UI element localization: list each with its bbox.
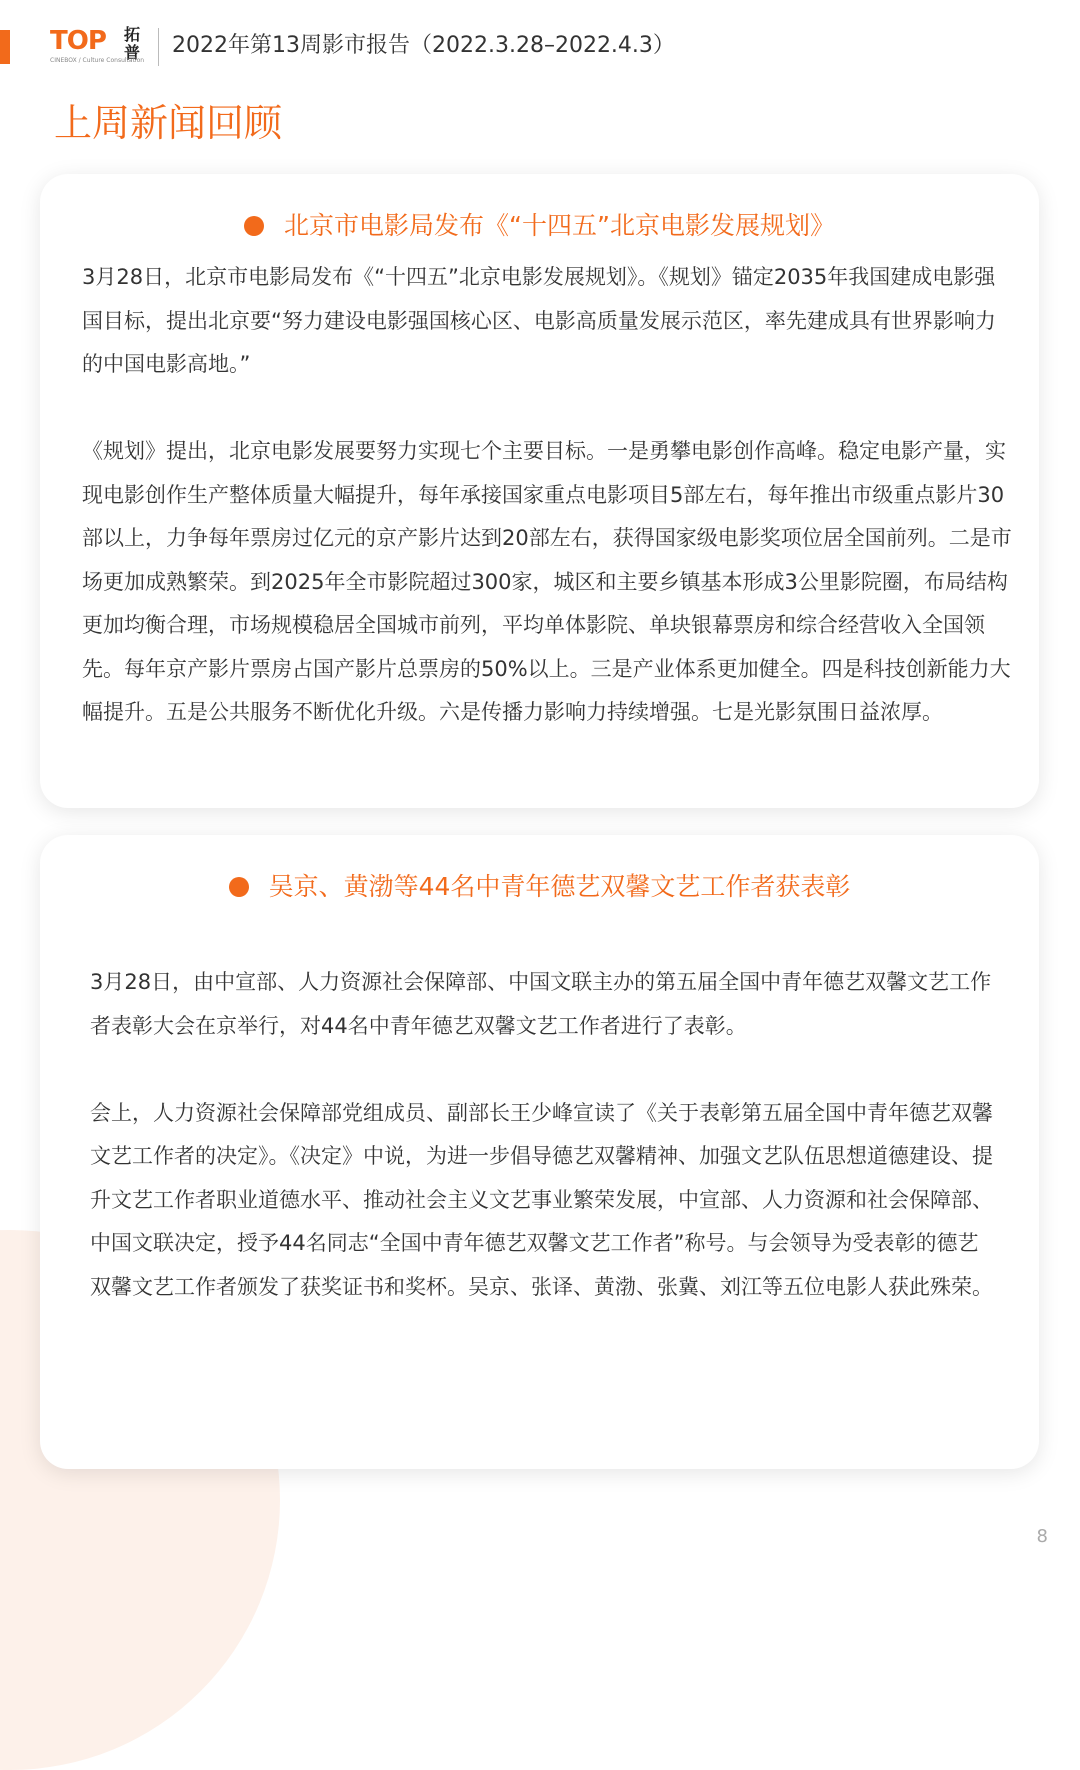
bullet-dot-icon [244, 216, 264, 236]
news-body [82, 256, 1013, 735]
news-paragraph: 3月28日，由中宣部、人力资源社会保障部、中国文联主办的第五届全国中青年德艺双馨文艺工作者表彰大会在京举行，对44名中青年德艺双馨文艺工作者进行了表彰。 [90, 970, 992, 1038]
header-divider [158, 28, 159, 66]
news-paragraph: 会上，人力资源社会保障部党组成员、副部长王少峰宣读了《关于表彰第五届全国中青年德艺双馨文艺工作者的决定》。《决定》中说，为进一步倡导德艺双馨精神、加强文艺队伍思想道德建设、提升文艺工作者职业道德水平、推动社会主义文艺事业繁荣发展，中宣部、人力资源和社会保障部、中国文联决定，授予44名同志“全国中青年德艺双馨文艺工作者”称号。与会领导为受表彰的德艺双馨文艺工作者颁发了获奖证书和奖杯。吴京、张译、黄渤、张冀、刘江等五位电影人获此殊荣。 [90, 1100, 993, 1299]
page-number: 8 [1036, 1526, 1048, 1547]
news-title: 北京市电影局发布《“十四五”北京电影发展规划》 [284, 211, 835, 240]
news-card-header [40, 206, 1039, 246]
brand-logo [50, 26, 146, 68]
header-accent-bar [0, 30, 10, 64]
news-card-1 [40, 174, 1039, 808]
logo-wordmark: TOP [50, 26, 106, 56]
report-title: 2022年第13周影市报告（2022.3.28–2022.4.3） [172, 33, 675, 58]
news-card-2 [40, 835, 1039, 1469]
news-paragraph: 3月28日，北京市电影局发布《“十四五”北京电影发展规划》。《规划》锚定2035年我国建成电影强国目标，提出北京要“努力建设电影强国核心区、电影高质量发展示范区，率先建成具有世界影响力的中国电影高地。” [82, 265, 996, 376]
logo-chinese-name: 拓普 [124, 25, 141, 62]
logo-subtitle: CINEBOX / Culture Consultation [50, 57, 145, 64]
bullet-dot-icon [229, 877, 249, 897]
news-card-header [40, 867, 1039, 907]
section-title: 上周新闻回顾 [54, 101, 283, 145]
news-title: 吴京、黄渤等44名中青年德艺双馨文艺工作者获表彰 [268, 872, 851, 901]
news-body [90, 961, 995, 1309]
news-paragraph: 《规划》提出，北京电影发展要努力实现七个主要目标。一是勇攀电影创作高峰。稳定电影产量，实现电影创作生产整体质量大幅提升，每年承接国家重点电影项目5部左右，每年推出市级重点影片30部以上，力争每年票房过亿元的京产影片达到20部左右，获得国家级电影奖项位居全国前列。二是市场更加成熟繁荣。到2025年全市影院超过300家，城区和主要乡镇基本形成3公里影院圈，布局结构更加均衡合理，市场规模稳居全国城市前列，平均单体影院、单块银幕票房和综合经营收入全国领先。每年京产影片票房占国产影片总票房的50%以上。三是产业体系更加健全。四是科技创新能力大幅提升。五是公共服务不断优化升级。六是传播力影响力持续增强。七是光影氛围日益浓厚。 [82, 439, 1012, 724]
